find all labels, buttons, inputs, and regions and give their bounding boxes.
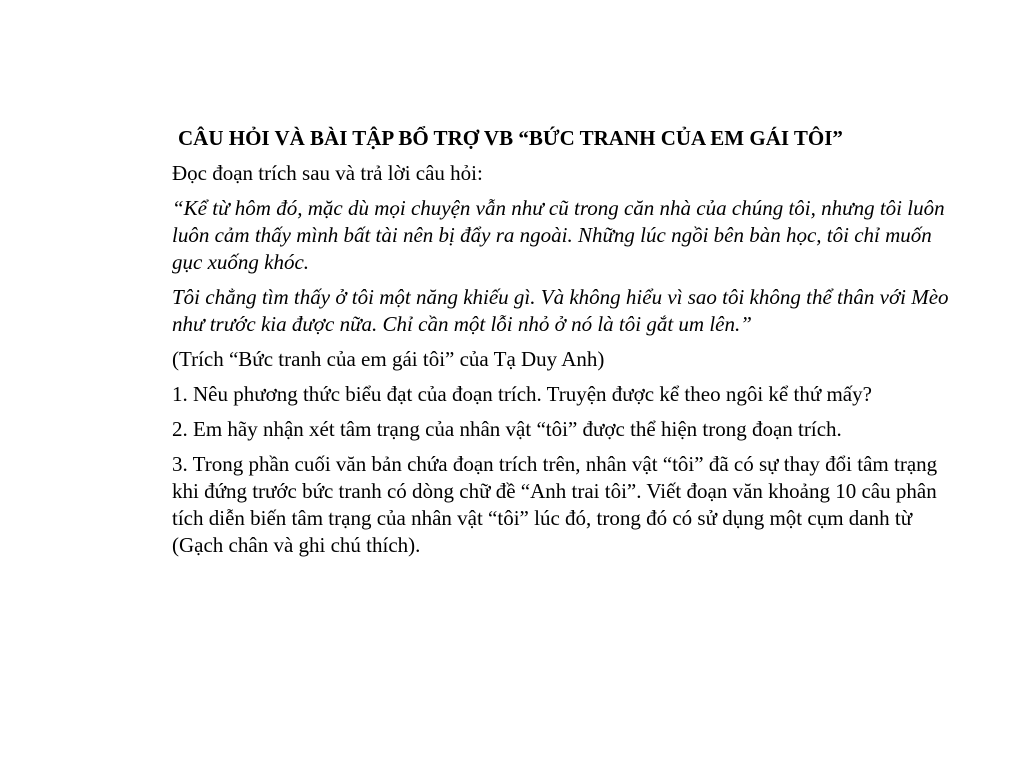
excerpt-paragraph-1: “Kể từ hôm đó, mặc dù mọi chuyện vẫn như cũ trong căn nhà của chúng tôi, nhưng tôi luôn luôn cảm thấy mình bất tài nên bị đẩy ra ngoài. Những lúc ngồi bên bàn học, tôi chỉ muốn gục xuống khóc. bbox=[172, 196, 945, 274]
excerpt-paragraph-2: Tôi chẳng tìm thấy ở tôi một năng khiếu gì. Và không hiểu vì sao tôi không thể thân với Mèo như trước kia được nữa. Chỉ cần một lỗi nhỏ ở nó là tôi gắt um lên.” bbox=[172, 285, 949, 336]
excerpt-source: (Trích “Bức tranh của em gái tôi” của Tạ Duy Anh) bbox=[172, 347, 605, 371]
reading-instruction: Đọc đoạn trích sau và trả lời câu hỏi: bbox=[172, 161, 483, 185]
question-1: 1. Nêu phương thức biểu đạt của đoạn trích. Truyện được kể theo ngôi kể thứ mấy? bbox=[172, 382, 872, 406]
document-page bbox=[172, 124, 962, 567]
question-2: 2. Em hãy nhận xét tâm trạng của nhân vật “tôi” được thể hiện trong đoạn trích. bbox=[172, 417, 842, 441]
question-3: 3. Trong phần cuối văn bản chứa đoạn trích trên, nhân vật “tôi” đã có sự thay đổi tâm trạng khi đứng trước bức tranh có dòng chữ đề “Anh trai tôi”. Viết đoạn văn khoảng 10 câu phân tích diễn biến tâm trạng của nhân vật “tôi” lúc đó, trong đó có sử dụng một cụm danh từ (Gạch chân và ghi chú thích). bbox=[172, 452, 938, 557]
document-title: CÂU HỎI VÀ BÀI TẬP BỔ TRỢ VB “BỨC TRANH CỦA EM GÁI TÔI” bbox=[178, 126, 843, 150]
